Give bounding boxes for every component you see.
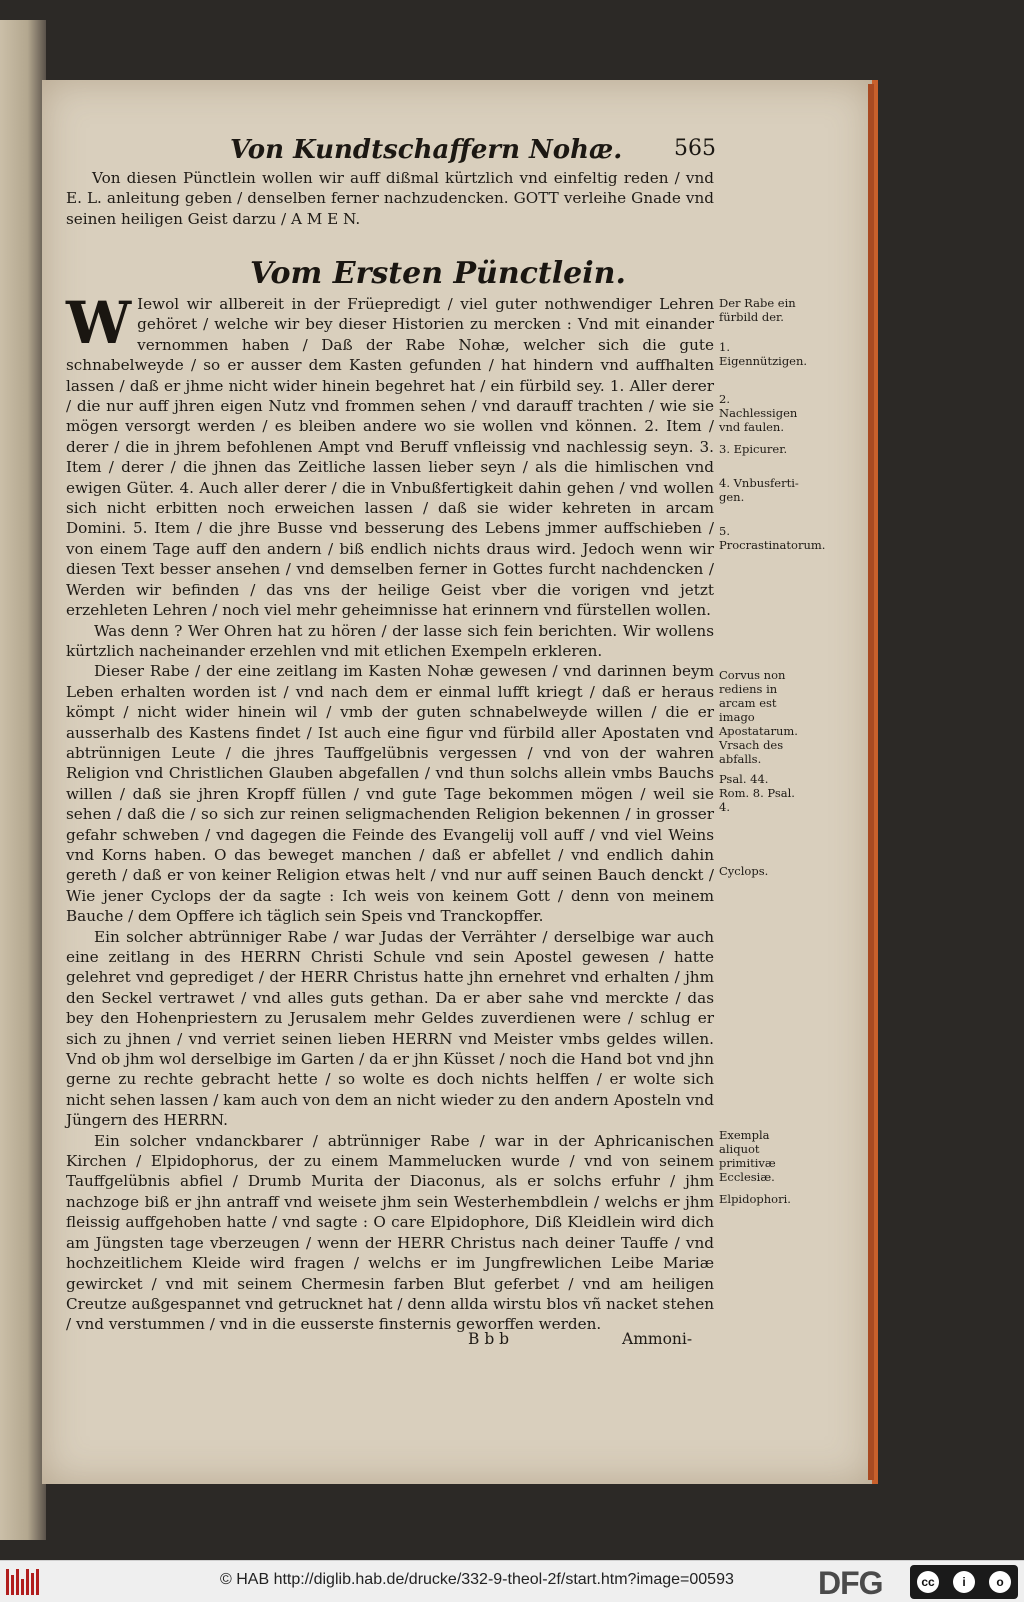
margin-note: 2. Nachlessigen vnd faulen. [719,392,798,434]
intro-text: Von diesen Pünctlein wollen wir auff dißmal kürtzlich vnd einfeltig reden / vnd E. L. anleitung geben / denselben ferner nachzudencken. GOTT verleihe Gnade vnd seinen heiligen Geist darzu / A M E N. [66,169,714,228]
paragraph-4: Ein solcher abtrünniger Rabe / war Judas der Verrähter / derselbige war auch eine zeitlang in des HERRN Christi Schule vnd sein Apostel gewesen / hatte gelehret vnd geprediget / der HERR Christus hatte jhn ernehret vnd erhalten / jhm den Seckel vertrawet / vnd alles guts gethan. Da er aber sahe vnd merckte / das bey den Hohenpriestern zu Jerusalem mehr Geldes zuverdienen were / schlug er sich zu jhnen / vnd verriet seinen lieben HERRN vnd Meister vmbs geldes willen. Vnd ob jhm wol derselbige im Garten / da er jhn Küsset / noch die Hand bot vnd jhn gerne zu rechte gebracht hette / so wolte es doch nichts helffen / er wolte sich nicht sehen lassen / kam auch von dem an nicht wieder zu den andern Aposteln vnd Jüngern des HERRN. [66,927,714,1130]
margin-note: Corvus non rediens in arcam est imago Apostatarum. [719,668,798,738]
copyright-link[interactable]: © HAB http://diglib.hab.de/drucke/332-9-theol-2f/start.htm?image=00593 [220,1571,734,1588]
paragraph-3: Dieser Rabe / der eine zeitlang im Kasten Nohæ gewesen / vnd darinnen beym Leben erhalten worden ist / vnd nach dem er einmal lufft kriegt / daß er heraus kömpt / nicht wider hinein wil / vmb der guten schnabelweyde willen / die er ausserhalb des Kastens findet / Ist auch eine figur vnd fürbild aller Apostaten vnd abtrünnigen Leute / die jhres Tauffgelübnis vergessen / vnd von der wahren Religion vnd Christlichen Glauben abgefallen / vnd thun solchs allein vmbs Bauchs willen / daß sie jhren Kropff füllen / vnd gute Tage bekommen mögen / weil sie sehen / daß die / so sich zur reinen seligmachenden Religion bekennen / in grosser gefahr schweben / vnd dagegen die Feinde des Evangelij voll auff / vnd viel Weins vnd Korns haben. O das beweget manchen / daß er abfellet / vnd endlich dahin gereth / daß er von keiner Religion etwas helt / vnd nur auff seinen Bauch denckt / Wie jener Cyclops der da sagte : Ich weis von keinem Gott / denn von meinem Bauche / dem Opffere ich täglich sein Speis vnd Tranckopffer. [66,662,714,926]
signature-mark: B b b [468,1330,510,1348]
attribution-icon: i [953,1571,975,1593]
margin-note: Psal. 44. Rom. 8. Psal. 4. [719,772,795,814]
margin-note: Elpidophori. [719,1192,791,1206]
margin-note: 4. Vnbusferti-gen. [719,476,799,504]
margin-note: 1. Eigennützigen. [719,340,808,368]
intro-paragraph [66,168,714,229]
margin-note: 5. Procrastinatorum. [719,524,826,552]
margin-note: Vrsach des abfalls. [719,738,784,766]
dfg-logo: DFG [818,1565,883,1601]
paragraph-5: Ein solcher vndanckbarer / abtrünniger Rabe / war in der Aphricanischen Kirchen / Elpidophorus, der zu einem Mammelucken wurde / vnd von seinem Tauffgelübnis abfiel / Drumb Murita der Diaconus, als er solchs erfuhr / jhm nachzoge biß er jhn antraff vnd weisete jhm sein Westerhembdlein / welchs er jhm fleissig auffgehoben hatte / vnd sagte : O care Elpidophore, Diß Kleidlein wird dich am Jüngsten tage vberzeugen / wenn der HERR Christus nach deiner Tauffe / vnd hochzeitlichem Kleide wird fragen / welchs er im Jungfrewlichen Leibe Mariæ gewircket / vnd mit seinem Chermesin farben Blut geferbet / vnd am heiligen Creutze außgespannet vnd getrucknet hat / denn allda wirstu blos vñ nacket stehen / vnd verstummen / vnd in die eusserste finsternis geworffen werden. [66,1131,714,1334]
page-number: 565 [674,136,716,161]
catchword: Ammoni- [622,1330,693,1348]
margin-note: Exempla aliquot primitivæ Ecclesiæ. [719,1128,776,1184]
margin-note: 3. Epicurer. [719,442,788,456]
running-header: Von Kundtschaffern Nohæ. [230,135,623,165]
drop-cap: W [66,289,132,357]
page-cut-edge [868,84,874,1480]
paragraph-1: Iewol wir allbereit in der Früepredigt / viel guter nothwendiger Lehren gehöret / welche wir bey dieser Historien zu mercken : Vnd mit einander vernommen haben / Daß der Rabe Nohæ, welcher sich die gute schnabelweyde / so er ausser dem Kasten gefunden / hat hindern vnd auffhalten lassen / daß er jhme nicht wider hinein begehret hat / ein fürbild sey. 1. Aller derer / die nur auff jhren eigen Nutz vnd frommen sehen / vnd darauff trachten / wie sie mögen versorgt werden / es bleiben andere wo sie wollen vnd können. 2. Item / derer / die in jhrem befohlenen Ampt vnd Beruff vnfleissig vnd nachlessig seyn. 3. Item / derer / die jhnen das Zeitliche lassen lieber seyn / als die himlischen vnd ewigen Güter. 4. Auch aller derer / die in Vnbußfertigkeit dahin gehen / vnd wollen sich nicht erbitten noch erweichen lassen / daß sie wider kehreten in arcam Domini. 5. Item / die jhre Busse vnd besserung des Lebens jmmer auffschieben / von einem Tage auff den andern / biß endlich nichts draus wird. Jedoch wenn wir diesen Text besser ansehen / vnd demselben ferner in Gottes furcht nachdencken / Werden wir befinden / das vns der heilige Geist vber die vorigen vnd jetzt erzehleten Lehren / noch viel mehr geheimnisse hat erinnern vnd fürstellen wollen. [66,295,714,620]
margin-note: Cyclops. [719,864,769,878]
paragraph-2: Was denn ? Wer Ohren hat zu hören / der lasse sich fein berichten. Wir wollens kürtzlich nacheinander erzehlen vnd mit etlichen Exempeln erkleren. [66,621,714,660]
section-title: Vom Ersten Pünctlein. [250,256,626,291]
margin-note: Der Rabe ein fürbild der. [719,296,796,324]
body-text [66,289,714,1335]
share-alike-icon: o [989,1571,1011,1593]
hab-logo-icon [6,1569,46,1595]
cc-icon: cc [917,1571,939,1593]
facing-page-edge [0,20,46,1540]
viewer-footer-bar [0,1560,1024,1602]
first-paragraph [66,289,714,621]
cc-license-badge[interactable] [910,1565,1018,1599]
